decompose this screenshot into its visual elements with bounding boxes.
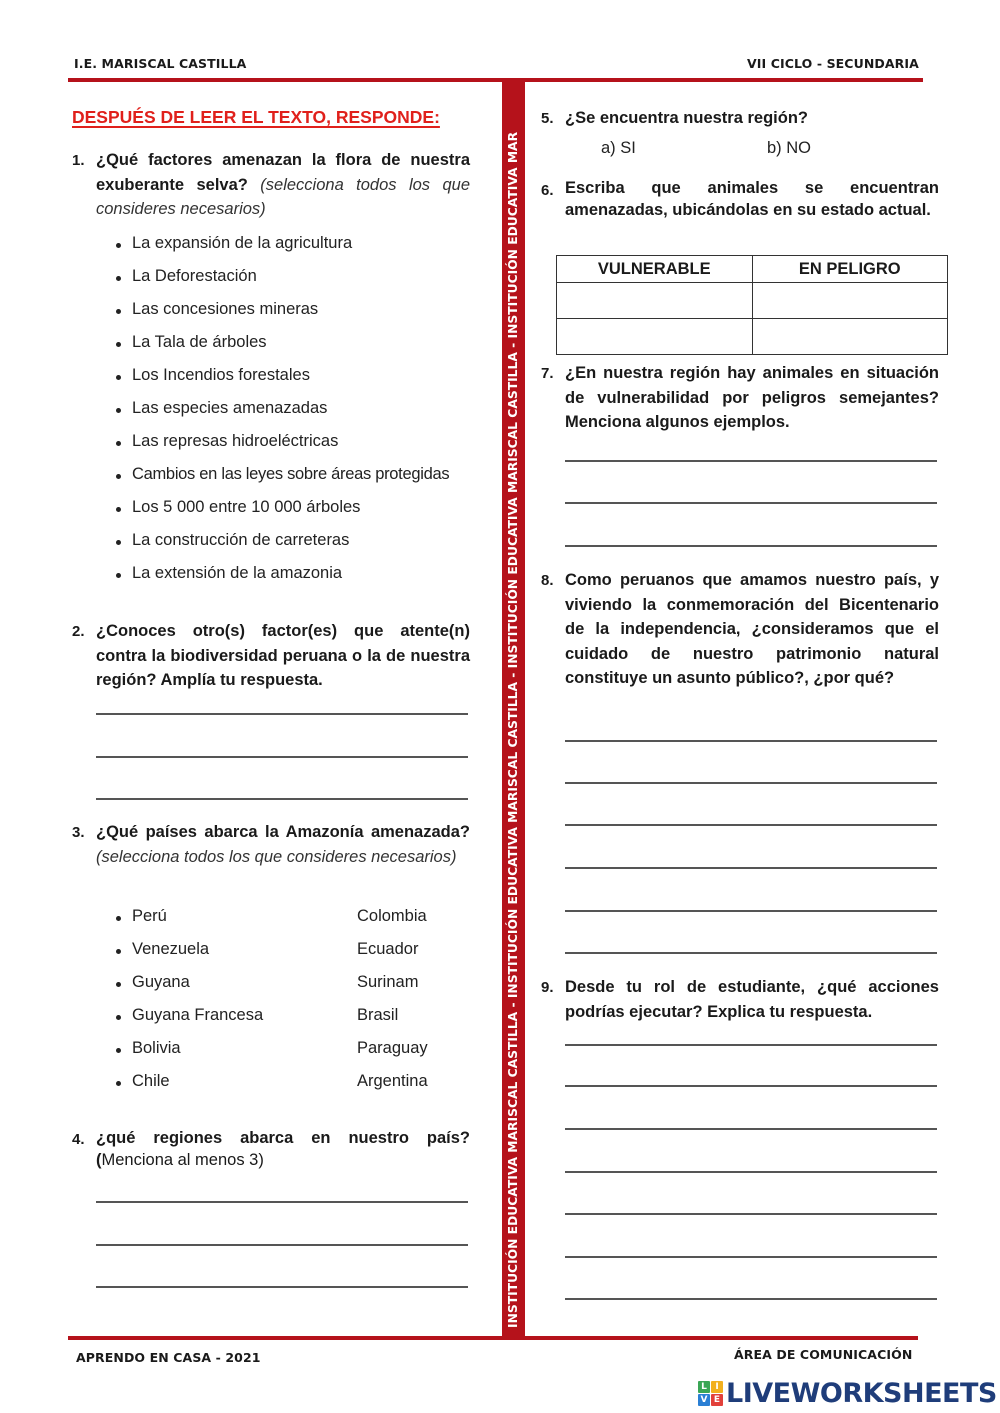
q9-answer-line[interactable] xyxy=(565,1171,937,1173)
footer-divider xyxy=(68,1336,918,1340)
q3-option[interactable]: Surinam xyxy=(357,973,419,991)
q9-number: 9. xyxy=(541,979,554,996)
q2-answer-line[interactable] xyxy=(96,713,468,715)
q3-option[interactable]: Argentina xyxy=(357,1072,428,1090)
table-cell-input[interactable] xyxy=(752,319,948,355)
q1-option[interactable]: La expansión de la agricultura xyxy=(132,234,353,252)
q4-prompt xyxy=(96,1127,470,1171)
q1-option[interactable]: Las represas hidroeléctricas xyxy=(132,432,339,450)
q3-option[interactable]: Guyana Francesa xyxy=(132,1006,264,1024)
section-title: DESPUÉS DE LEER EL TEXTO, RESPONDE: xyxy=(72,107,440,127)
q1-option[interactable]: La extensión de la amazonia xyxy=(132,564,343,582)
q4-answer-line[interactable] xyxy=(96,1201,468,1203)
q7-answer-line[interactable] xyxy=(565,545,937,547)
q4-answer-line[interactable] xyxy=(96,1244,468,1246)
q7-answer-line[interactable] xyxy=(565,502,937,504)
q5-text: ¿Se encuentra nuestra región? xyxy=(565,109,808,127)
q9-text: Desde tu rol de estudiante, ¿qué acciones podrías ejecutar? Explica tu respuesta. xyxy=(565,978,939,1021)
q4-answer-line[interactable] xyxy=(96,1286,468,1288)
q5-number: 5. xyxy=(541,110,554,127)
q4-text: ¿qué regiones abarca en nuestro país? ( xyxy=(96,1129,470,1169)
q3-option[interactable]: Paraguay xyxy=(357,1039,428,1057)
liveworksheets-brand[interactable] xyxy=(698,1377,997,1409)
table-cell-input[interactable] xyxy=(752,283,948,319)
logo-letter-e: E xyxy=(711,1394,723,1406)
q1-prompt xyxy=(96,148,470,222)
header-cycle: VII CICLO - SECUNDARIA xyxy=(747,56,919,71)
vertical-school-band xyxy=(502,80,525,1338)
q1-instruction: (selecciona todos los que consideres necesarios) xyxy=(96,175,471,218)
q4-instruction: Menciona al menos 3) xyxy=(101,1151,264,1169)
vertical-band-text: INSTITUCIÓN EDUCATIVA MARISCAL CASTILLA - INSTITUCIÓN EDUCATIVA MARISCAL CASTILLA - INSTITUCIÓN EDUCATIVA MARISCAL CASTILLA - INSTITUCIÓN EDUCATIVA MAR xyxy=(506,131,520,1328)
q3-prompt xyxy=(96,820,470,869)
q9-answer-line[interactable] xyxy=(565,1213,937,1215)
table-cell-input[interactable] xyxy=(557,319,753,355)
q3-option[interactable]: Venezuela xyxy=(132,940,210,958)
q7-number: 7. xyxy=(541,365,554,382)
q5-option-si[interactable]: a) SI xyxy=(601,139,636,157)
liveworksheets-wordmark: LIVEWORKSHEETS xyxy=(726,1377,997,1409)
logo-letter-l: L xyxy=(698,1381,710,1393)
q1-option[interactable]: Los 5 000 entre 10 000 árboles xyxy=(132,498,361,516)
q8-answer-line[interactable] xyxy=(565,782,937,784)
q2-text: ¿Conoces otro(s) factor(es) que atente(n) contra la biodiversidad peruana o la de nuestra región? Amplía tu respuesta. xyxy=(96,622,470,689)
table-cell-input[interactable] xyxy=(557,283,753,319)
animal-status-table xyxy=(556,255,948,355)
q1-option[interactable]: Cambios en las leyes sobre áreas protegidas xyxy=(132,465,450,483)
q8-text: Como peruanos que amamos nuestro país, y viviendo la conmemoración del Bicentenario de la independencia, ¿consideramos que el cuidado de nuestro patrimonio natural constituye un asunto público?, ¿por qué? xyxy=(565,571,939,687)
q1-option[interactable]: La construcción de carreteras xyxy=(132,531,350,549)
header-school-name: I.E. MARISCAL CASTILLA xyxy=(74,56,247,71)
q1-option[interactable]: La Deforestación xyxy=(132,267,257,285)
q8-answer-line[interactable] xyxy=(565,824,937,826)
q1-option[interactable]: Las especies amenazadas xyxy=(132,399,328,417)
q3-option[interactable]: Perú xyxy=(132,907,167,925)
q2-answer-line[interactable] xyxy=(96,798,468,800)
logo-letter-v: V xyxy=(698,1394,710,1406)
q1-option[interactable]: Las concesiones mineras xyxy=(132,300,319,318)
q4-number: 4. xyxy=(72,1131,85,1148)
q1-text: ¿Qué factores amenazan la flora de nuestra exuberante selva? xyxy=(96,151,470,194)
q3-instruction: (selecciona todos los que consideres necesarios) xyxy=(96,847,457,866)
q7-answer-line[interactable] xyxy=(565,460,937,462)
q7-text: ¿En nuestra región hay animales en situación de vulnerabilidad por peligros semejantes? Menciona algunos ejemplos. xyxy=(565,364,939,431)
q8-answer-line[interactable] xyxy=(565,952,937,954)
q3-option[interactable]: Chile xyxy=(132,1072,170,1090)
header-divider xyxy=(68,78,923,82)
q9-answer-line[interactable] xyxy=(565,1256,937,1258)
q3-option[interactable]: Ecuador xyxy=(357,940,419,958)
footer-program: APRENDO EN CASA - 2021 xyxy=(76,1350,261,1365)
q3-option[interactable]: Bolivia xyxy=(132,1039,181,1057)
q6-number: 6. xyxy=(541,182,554,199)
q1-option[interactable]: La Tala de árboles xyxy=(132,333,267,351)
q8-number: 8. xyxy=(541,572,554,589)
q3-number: 3. xyxy=(72,824,85,841)
q9-answer-line[interactable] xyxy=(565,1085,937,1087)
q9-answer-line[interactable] xyxy=(565,1044,937,1046)
q9-answer-line[interactable] xyxy=(565,1128,937,1130)
q6-text: Escriba que animales se encuentran amenazadas, ubicándolas en su estado actual. xyxy=(565,179,939,219)
table-header-en-peligro: EN PELIGRO xyxy=(752,256,948,283)
q1-number: 1. xyxy=(72,152,85,169)
q5-option-no[interactable]: b) NO xyxy=(767,139,812,157)
q3-option[interactable]: Colombia xyxy=(357,907,427,925)
q8-answer-line[interactable] xyxy=(565,910,937,912)
footer-area: ÁREA DE COMUNICACIÓN xyxy=(734,1347,913,1362)
logo-letter-i: I xyxy=(711,1381,723,1393)
q8-answer-line[interactable] xyxy=(565,867,937,869)
table-header-vulnerable: VULNERABLE xyxy=(557,256,753,283)
q3-text: ¿Qué países abarca la Amazonía amenazada? xyxy=(96,823,470,841)
q9-answer-line[interactable] xyxy=(565,1298,937,1300)
q2-answer-line[interactable] xyxy=(96,756,468,758)
q3-option[interactable]: Brasil xyxy=(357,1006,399,1024)
liveworksheets-logo-icon xyxy=(698,1381,723,1406)
q1-option[interactable]: Los Incendios forestales xyxy=(132,366,310,384)
q3-option[interactable]: Guyana xyxy=(132,973,190,991)
q8-answer-line[interactable] xyxy=(565,740,937,742)
q2-number: 2. xyxy=(72,623,85,640)
